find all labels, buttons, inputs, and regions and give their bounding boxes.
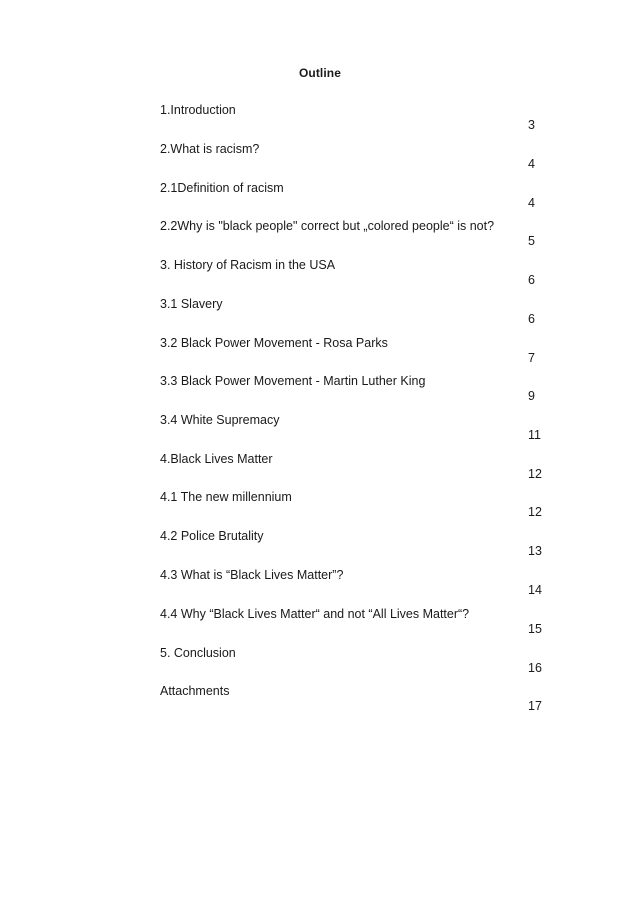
toc-entry-label: 4.2 Police Brutality [160, 529, 264, 543]
toc-entry-page: 12 [528, 467, 542, 481]
toc-entry[interactable] [160, 373, 550, 412]
toc-entry-label: 3.1 Slavery [160, 297, 223, 311]
toc-entry-label: 2.What is racism? [160, 142, 260, 156]
toc-entry[interactable] [160, 257, 550, 296]
toc-entry-page: 11 [528, 428, 541, 442]
toc-entry[interactable] [160, 528, 550, 567]
toc-entry[interactable] [160, 102, 550, 141]
toc-entry[interactable] [160, 180, 550, 219]
toc-entry[interactable] [160, 412, 550, 451]
toc-entry-page: 13 [528, 544, 542, 558]
toc-entry-page: 12 [528, 505, 542, 519]
toc-entry[interactable] [160, 296, 550, 335]
toc-entry[interactable] [160, 335, 550, 374]
page-title: Outline [298, 66, 342, 80]
toc-entry-label: Attachments [160, 684, 230, 698]
toc-entry-page: 3 [528, 118, 535, 132]
toc-entry-label: 3.4 White Supremacy [160, 413, 280, 427]
toc-entry-label: 4.3 What is “Black Lives Matter”? [160, 568, 344, 582]
toc-entry[interactable] [160, 606, 550, 645]
toc-entry-page: 5 [528, 234, 535, 248]
toc-entry-page: 9 [528, 389, 535, 403]
toc-entry[interactable] [160, 645, 550, 684]
toc-entry-page: 17 [528, 699, 542, 713]
toc-entry-label: 4.Black Lives Matter [160, 452, 273, 466]
toc-entry[interactable] [160, 489, 550, 528]
toc-entry-label: 4.1 The new millennium [160, 490, 292, 504]
toc-entry-label: 1.Introduction [160, 103, 236, 117]
toc-entry-label: 3. History of Racism in the USA [160, 258, 336, 272]
toc-entry-page: 15 [528, 622, 542, 636]
toc-entry-page: 16 [528, 661, 542, 675]
toc-entry-page: 14 [528, 583, 542, 597]
toc-entry-page: 7 [528, 351, 535, 365]
toc-entry-label: 5. Conclusion [160, 646, 236, 660]
toc-entry-label: 4.4 Why “Black Lives Matter“ and not “All Lives Matter“? [160, 607, 470, 621]
toc-entry[interactable] [160, 451, 550, 490]
toc-entry[interactable] [160, 141, 550, 180]
toc-entry-label: 2.2Why is "black people" correct but „colored people“ is not? [160, 219, 495, 233]
toc-entry-label: 3.3 Black Power Movement - Martin Luther King [160, 374, 426, 388]
toc-entry[interactable] [160, 683, 550, 722]
toc-entry-page: 4 [528, 157, 535, 171]
toc-entry-page: 6 [528, 312, 535, 326]
toc-entry-label: 2.1Definition of racism [160, 181, 284, 195]
toc-entry-page: 6 [528, 273, 535, 287]
toc-entry[interactable] [160, 567, 550, 606]
toc-entry-label: 3.2 Black Power Movement - Rosa Parks [160, 336, 388, 350]
toc-entry[interactable] [160, 218, 550, 257]
toc-entry-page: 4 [528, 196, 535, 210]
